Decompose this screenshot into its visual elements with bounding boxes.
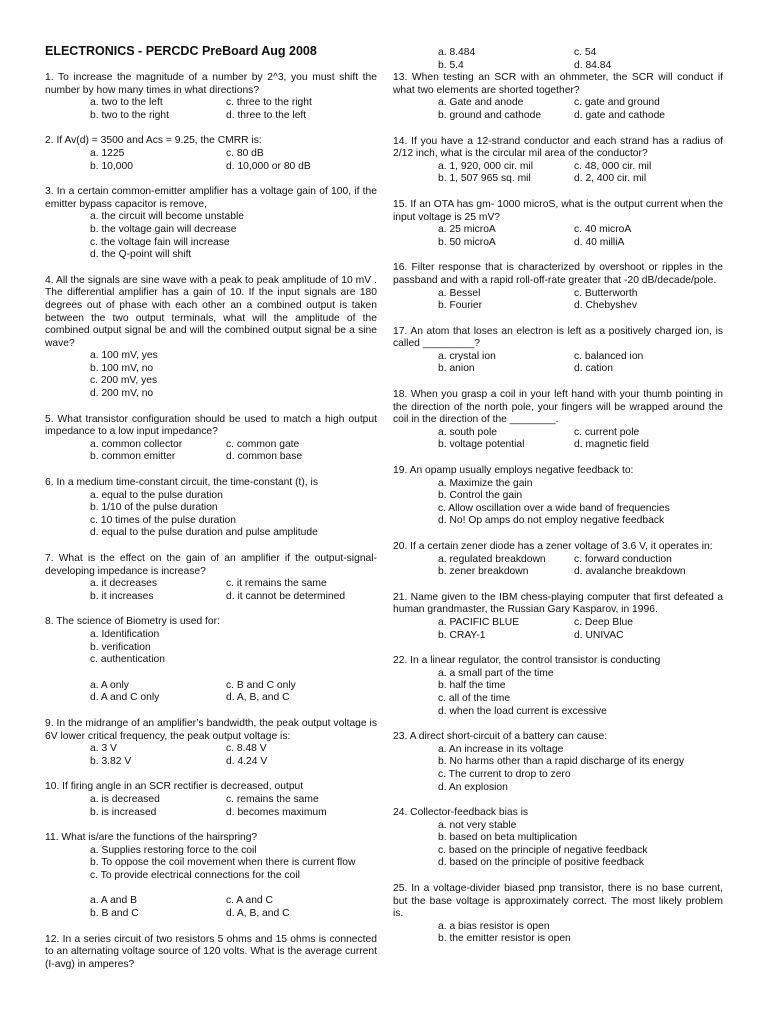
answer-option: c. based on the principle of negative feedback — [438, 844, 648, 856]
question-stem: 23. A direct short-circuit of a battery can cause: — [393, 731, 608, 743]
answer-options — [45, 148, 377, 173]
question-item — [393, 541, 723, 579]
answer-option: c. gate and ground — [574, 97, 660, 109]
answer-option: a. is decreased — [90, 793, 160, 805]
answer-option: d. common base — [226, 451, 303, 463]
answer-option: d. magnetic field — [574, 439, 649, 451]
answer-option: b. 1/10 of the pulse duration — [90, 502, 218, 514]
answer-option: a. A and B — [90, 895, 137, 907]
answer-option: a. A only — [90, 679, 129, 691]
answer-option: d. it cannot be determined — [226, 590, 346, 602]
answer-options — [393, 820, 723, 870]
answer-option: d. A, B, and C — [226, 692, 290, 704]
answer-option: c. 200 mV, yes — [90, 375, 158, 387]
answer-option: a. 100 mV, yes — [90, 350, 158, 362]
question-item — [45, 934, 377, 972]
answer-option: b. 50 microA — [438, 236, 496, 248]
answer-option: d. three to the left — [226, 109, 307, 121]
question-item — [45, 781, 377, 819]
question-item — [393, 389, 723, 452]
answer-option: a. crystal ion — [438, 350, 496, 362]
question-item — [393, 47, 723, 72]
answer-option: c. B and C only — [226, 679, 296, 691]
answer-option: c. Allow oscillation over a wide band of frequencies — [438, 502, 670, 514]
question-stem: 1. To increase the magnitude of a number by 2^3, you must shift the number by how many times in what directions? — [45, 72, 377, 96]
question-item — [393, 262, 723, 312]
answer-option: d. 2, 400 cir. mil — [574, 173, 647, 185]
answer-option: a. two to the left — [90, 97, 163, 109]
answer-options — [45, 680, 377, 705]
answer-option: b. half the time — [438, 680, 506, 692]
answer-option: c. balanced ion — [574, 350, 644, 362]
answer-options — [45, 845, 377, 883]
answer-option: c. A and C — [226, 895, 273, 907]
answer-option: b. common emitter — [90, 451, 176, 463]
answer-option: a. Gate and anode — [438, 97, 524, 109]
answer-option: d. Chebyshev — [574, 300, 637, 312]
question-stem: 14. If you have a 12-strand conductor and each strand has a radius of 2/12 inch, what is the circular mil area of the conductor? — [393, 135, 723, 160]
answer-option: a. PACIFIC BLUE — [438, 616, 520, 628]
answer-option: c. 54 — [574, 47, 597, 58]
answer-option: a. equal to the pulse duration — [90, 489, 223, 501]
answer-option: d. based on the principle of positive feedback — [438, 857, 645, 869]
question-item — [45, 477, 377, 540]
question-stem: 22. In a linear regulator, the control transistor is conducting — [393, 655, 661, 667]
answer-options — [393, 224, 723, 249]
question-stem: 25. In a voltage-divider biased pnp transistor, there is no base current, but the base voltage is approximately correct. The most likely problem is. — [393, 883, 723, 920]
answer-option: d. cation — [574, 363, 613, 375]
answer-options — [393, 47, 723, 72]
answer-option: d. gate and cathode — [574, 109, 666, 121]
answer-options — [393, 161, 723, 186]
answer-option: d. becomes maximum — [226, 806, 327, 818]
answer-options — [393, 427, 723, 452]
answer-option: b. the voltage gain will decrease — [90, 223, 237, 235]
answer-option: c. three to the right — [226, 97, 312, 109]
answer-option: a. a bias resistor is open — [438, 920, 550, 932]
answer-option: b. CRAY-1 — [438, 629, 486, 641]
answer-option: b. verification — [90, 641, 151, 653]
question-item — [45, 135, 377, 173]
answer-options — [45, 794, 377, 819]
question-item — [393, 592, 723, 642]
answer-options — [393, 668, 723, 718]
answer-option: b. 5.4 — [438, 59, 464, 71]
answer-option: a. Supplies restoring force to the coil — [90, 844, 257, 856]
question-item — [393, 807, 723, 870]
question-stem: 8. The science of Biometry is used for: — [45, 616, 220, 628]
answer-option: d. the Q-point will shift — [90, 249, 192, 261]
answer-option: c. The current to drop to zero — [438, 768, 571, 780]
question-item — [393, 199, 723, 249]
answer-options — [45, 350, 377, 400]
answer-option: c. 48, 000 cir. mil — [574, 160, 652, 172]
answer-option: d. 4.24 V — [226, 755, 268, 767]
answer-options — [393, 97, 723, 122]
answer-option: a. common collector — [90, 438, 183, 450]
question-stem: 3. In a certain common-emitter amplifier has a voltage gain of 100, if the emitter bypass capacitor is remove, — [45, 186, 377, 210]
answer-option: c. current pole — [574, 426, 640, 438]
answer-options — [393, 744, 723, 794]
answer-option: b. is increased — [90, 806, 157, 818]
answer-option: d. avalanche breakdown — [574, 566, 686, 578]
question-item — [393, 883, 723, 946]
question-item — [393, 72, 723, 122]
answer-options — [393, 617, 723, 642]
question-stem: 18. When you grasp a coil in your left hand with your thumb pointing in the direction of the north pole, your fingers will be wrapped around the coil in the direction of the ________. — [393, 389, 723, 426]
question-stem: 11. What is/are the functions of the hairspring? — [45, 832, 258, 844]
answer-option: a. the circuit will become unstable — [90, 211, 244, 223]
answer-option: a. it decreases — [90, 578, 157, 590]
answer-options — [45, 629, 377, 667]
answer-option: a. not very stable — [438, 819, 517, 831]
question-item — [45, 832, 377, 921]
answer-option: b. voltage potential — [438, 439, 525, 451]
answer-option: b. To oppose the coil movement when there is current flow — [90, 857, 356, 869]
answer-option: a. 8.484 — [438, 47, 476, 58]
question-item — [45, 414, 377, 464]
answer-option: a. An increase in its voltage — [438, 743, 564, 755]
question-stem: 10. If firing angle in an SCR rectifier is decreased, output — [45, 781, 304, 793]
spacer — [45, 882, 377, 895]
right-column — [393, 47, 723, 959]
answer-option: b. No harms other than a rapid discharge of its energy — [438, 756, 685, 768]
answer-option: a. Maximize the gain — [438, 477, 533, 489]
answer-option: b. 100 mV, no — [90, 362, 154, 374]
answer-option: c. Butterworth — [574, 287, 638, 299]
answer-option: b. Fourier — [438, 300, 483, 312]
page-title: ELECTRONICS - PERCDC PreBoard Aug 2008 — [45, 44, 317, 58]
question-stem: 13. When testing an SCR with an ohmmeter, the SCR will conduct if what two elements are shorted together? — [393, 72, 723, 96]
question-stem: 24. Collector-feedback bias is — [393, 807, 529, 819]
answer-options — [393, 921, 723, 946]
answer-option: a. Bessel — [438, 287, 481, 299]
answer-option: d. UNIVAC — [574, 629, 624, 641]
answer-option: b. zener breakdown — [438, 566, 529, 578]
answer-options — [393, 351, 723, 376]
answer-option: b. ground and cathode — [438, 109, 542, 121]
answer-option: d. A, B, and C — [226, 908, 290, 920]
question-item — [45, 186, 377, 262]
answer-option: a. 1225 — [90, 147, 125, 159]
question-stem: 7. What is the effect on the gain of an amplifier if the output-signal-developing impedance is increase? — [45, 553, 377, 577]
answer-option: d. equal to the pulse duration and pulse amplitude — [90, 527, 318, 539]
answer-option: b. two to the right — [90, 109, 169, 121]
answer-option: c. it remains the same — [226, 578, 327, 590]
answer-option: c. authentication — [90, 654, 165, 666]
question-stem: 21. Name given to the IBM chess-playing computer that first defeated a human grandmaster, the Russian Gary Kasparov, in 1996. — [393, 591, 723, 616]
question-stem: 16. Filter response that is characterized by overshoot or ripples in the passband and with a rapid roll-off-rate greater that -20 dB/decade/pole. — [393, 262, 723, 286]
question-stem: 15. If an OTA has gm- 1000 microS, what is the output current when the input voltage is 25 mV? — [393, 198, 723, 223]
answer-option: c. the voltage fain will increase — [90, 236, 230, 248]
question-item — [393, 326, 723, 376]
answer-option: c. common gate — [226, 438, 300, 450]
question-stem: 19. An opamp usually employs negative feedback to: — [393, 465, 634, 477]
answer-option: c. 10 times of the pulse duration — [90, 514, 236, 526]
answer-option: b. it increases — [90, 590, 154, 602]
question-stem: 4. All the signals are sine wave with a peak to peak amplitude of 10 mV . The differential amplifier has a gain of 10. If the input signals are 180 degrees out of phase with each other an a combined output is taken between the two output terminals, what will the amplitude of the combined output signal be and will the combined output signal be a sine wave? — [45, 274, 377, 349]
answer-options — [45, 490, 377, 540]
answer-options — [45, 97, 377, 122]
question-item — [45, 72, 377, 122]
answer-options — [45, 211, 377, 261]
question-stem: 17. An atom that loses an electron is left as a positively charged ion, is called _________? — [393, 325, 723, 350]
answer-option: d. 84.84 — [574, 59, 612, 71]
answer-option: a. 25 microA — [438, 224, 496, 236]
answer-option: c. forward conduction — [574, 553, 672, 565]
answer-option: c. Deep Blue — [574, 616, 633, 628]
answer-option: b. 10,000 — [90, 160, 133, 172]
question-stem: 20. If a certain zener diode has a zener voltage of 3.6 V, it operates in: — [393, 541, 713, 552]
answer-option: a. regulated breakdown — [438, 553, 546, 565]
answer-option: b. Control the gain — [438, 490, 523, 502]
answer-options — [45, 439, 377, 464]
question-item — [393, 731, 723, 794]
question-item — [45, 616, 377, 705]
question-stem: 6. In a medium time-constant circuit, the time-constant (t), is — [45, 477, 318, 489]
answer-option: a. a small part of the time — [438, 667, 554, 679]
answer-options — [393, 554, 723, 579]
question-item — [393, 465, 723, 528]
answer-option: d. 40 milliA — [574, 236, 625, 248]
answer-option: d. 10,000 or 80 dB — [226, 160, 311, 172]
answer-option: c. To provide electrical connections for the coil — [90, 869, 300, 881]
answer-option: a. 3 V — [90, 743, 117, 755]
answer-options — [45, 895, 377, 920]
answer-option: d. No! Op amps do not employ negative feedback — [438, 515, 665, 527]
answer-option: d. 200 mV, no — [90, 388, 154, 400]
question-item — [393, 655, 723, 718]
left-column — [45, 44, 377, 984]
question-item — [45, 275, 377, 401]
answer-option: b. 3.82 V — [90, 755, 132, 767]
answer-options — [45, 743, 377, 768]
question-stem: 2. If Av(d) = 3500 and Acs = 9.25, the CMRR is: — [45, 135, 262, 147]
answer-option: c. 40 microA — [574, 224, 632, 236]
answer-option: a. south pole — [438, 426, 497, 438]
answer-options — [393, 478, 723, 528]
answer-option: c. 80 dB — [226, 147, 264, 159]
answer-option: b. based on beta multiplication — [438, 832, 578, 844]
question-stem: 5. What transistor configuration should be used to match a high output impedance to a low input impedance? — [45, 413, 377, 438]
question-stem: 9. In the midrange of an amplifier’s bandwidth, the peak output voltage is 6V lower critical frequency, the peak output voltage is: — [45, 717, 377, 742]
answer-option: a. 1, 920, 000 cir. mil — [438, 160, 534, 172]
answer-option: c. all of the time — [438, 692, 511, 704]
answer-option: c. 8.48 V — [226, 743, 267, 755]
spacer — [45, 667, 377, 680]
question-item — [393, 136, 723, 186]
answer-options — [393, 288, 723, 313]
answer-options — [45, 578, 377, 603]
question-item — [45, 553, 377, 603]
answer-option: b. the emitter resistor is open — [438, 933, 571, 945]
answer-option: d. An explosion — [438, 781, 508, 793]
answer-option: b. anion — [438, 363, 475, 375]
question-stem: 12. In a series circuit of two resistors 5 ohms and 15 ohms is connected to an alternating voltage source of 120 volts. What is the average current (I-avg) in amperes? — [45, 933, 377, 970]
answer-option: d. A and C only — [90, 692, 160, 704]
answer-option: a. Identification — [90, 628, 160, 640]
answer-option: b. 1, 507 965 sq. mil — [438, 173, 531, 185]
answer-option: d. when the load current is excessive — [438, 705, 607, 717]
answer-option: b. B and C — [90, 908, 139, 920]
question-item — [45, 718, 377, 768]
answer-option: c. remains the same — [226, 793, 319, 805]
